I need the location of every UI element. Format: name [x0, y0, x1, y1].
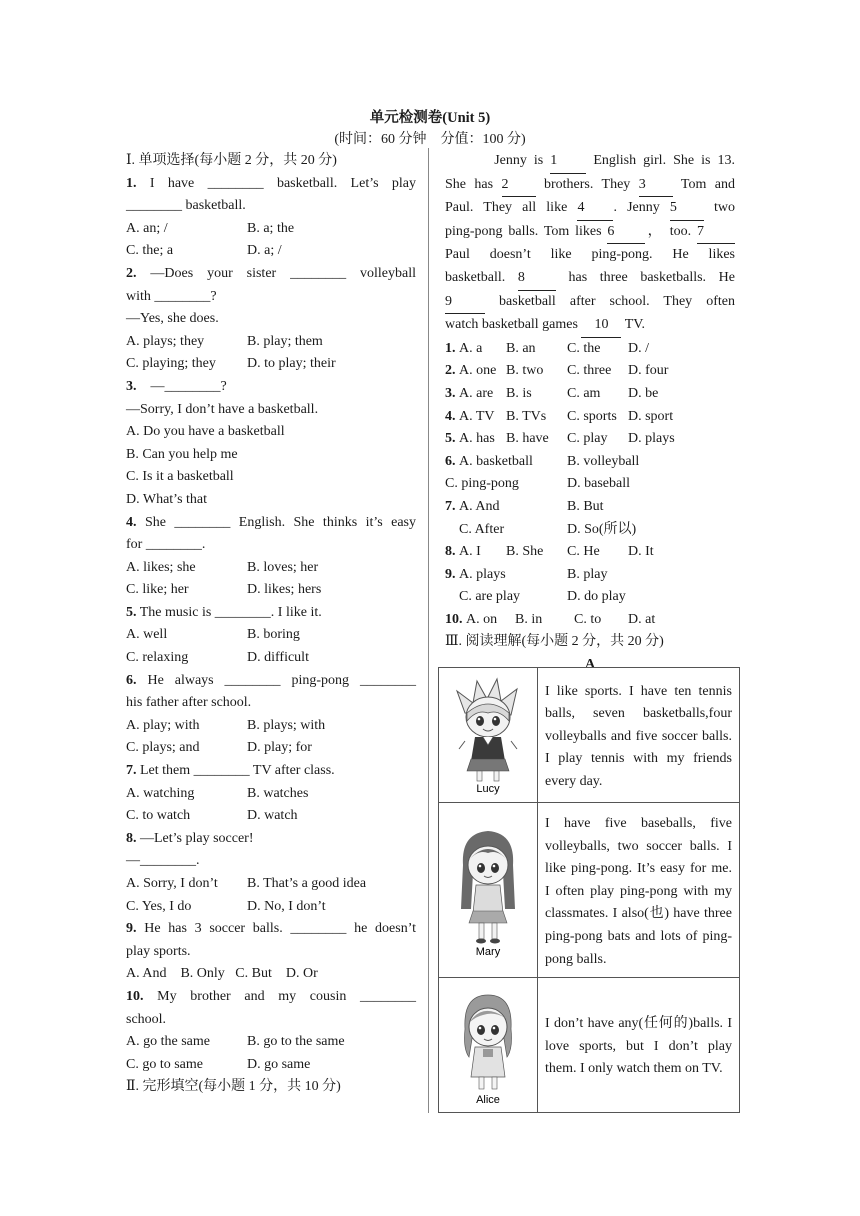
- q6-options-ab: A. play; with B. plays; with: [126, 717, 326, 733]
- q4-options-ab: A. likes; she B. loves; her: [126, 559, 319, 575]
- q7-options-cd: C. to watch D. watch: [126, 808, 298, 824]
- q9-options: A. And B. Only C. But D. Or: [126, 966, 318, 982]
- q3-option-a: A. Do you have a basketball: [126, 424, 285, 440]
- q5-options-cd: C. relaxing D. difficult: [126, 650, 309, 666]
- cloze-line-7: 9 basketball after school. They often: [445, 291, 735, 315]
- cloze-line-3: Paul. They all like 4 . Jenny 5 two: [445, 197, 735, 221]
- lucy-text: I like sports. I have ten tennis balls, seven basketballs,four volleyballs and five soccer balls. I play tennis with my friends every day.: [538, 668, 740, 803]
- q6-line1: 6. He always ________ ping-pong ________: [126, 672, 416, 688]
- cloze-line-4: ping-pong balls. Tom likes 6 ， too. 7: [445, 221, 735, 245]
- q8-options-ab: A. Sorry, I don’t B. That’s a good idea: [126, 876, 367, 891]
- cloze-q5-options: 5. A. has B. have C. play D. plays: [445, 431, 675, 447]
- q5-options-ab: A. well B. boring: [126, 627, 300, 643]
- q10-line2: school.: [126, 1011, 167, 1027]
- cloze-q6-options-cd: C. ping-pong D. baseball: [445, 476, 630, 492]
- cloze-q4-options: 4. A. TV B. TVs C. sports D. sport: [445, 408, 674, 424]
- cloze-line-5: Paul doesn’t like ping-pong. He likes: [445, 247, 735, 263]
- section-3-heading: Ⅲ. 阅读理解(每小题 2 分，共 20 分): [445, 634, 664, 650]
- exam-info: (时间：60 分钟 分值：100 分): [334, 132, 526, 147]
- cloze-line-6: basketball. 8 has three basketballs. He: [445, 267, 735, 291]
- mary-portrait: [439, 803, 538, 978]
- alice-portrait: [439, 978, 538, 1113]
- cloze-q9-options-cd: C. are play D. do play: [459, 589, 626, 605]
- q3-option-d: D. What’s that: [126, 491, 208, 507]
- lucy-portrait: [439, 668, 538, 803]
- section-1-heading: Ⅰ. 单项选择(每小题 2 分，共 20 分): [126, 153, 337, 168]
- girl-illustration-alice: [443, 979, 533, 1107]
- right-column: [445, 150, 735, 677]
- q2-line2: with ________?: [126, 288, 217, 304]
- alice-text: I don’t have any(任何的)balls. I love sports, but I don’t play them. I only watch them on TV.: [538, 978, 740, 1113]
- cloze-q9-options-ab: 9. A. plays B. play: [445, 566, 608, 582]
- q2-line1: 2. —Does your sister ________ volleyball: [126, 265, 416, 281]
- q3-line2: —Sorry, I don’t have a basketball.: [126, 401, 319, 417]
- table-row: [439, 803, 740, 978]
- q2-options-ab: A. plays; they B. play; them: [126, 333, 323, 349]
- q1-line1: 1. I have ________ basketball. Let’s play: [126, 175, 416, 191]
- mary-name-label: Mary: [475, 945, 501, 958]
- q3-line1: 3. —________?: [126, 378, 227, 394]
- q10-line1: 10. My brother and my cousin ________: [126, 988, 417, 1004]
- q9-line2: play sports.: [126, 943, 191, 959]
- cloze-q6-options-ab: 6. A. basketball B. volleyball: [445, 453, 640, 469]
- cloze-q7-options-ab: 7. A. And B. But: [445, 498, 604, 514]
- q7-options-ab: A. watching B. watches: [126, 785, 309, 801]
- cloze-line-8: watch basketball games 10 TV.: [445, 314, 735, 338]
- q4-options-cd: C. like; her D. likes; hers: [126, 582, 322, 598]
- q1-line2: ________ basketball.: [126, 198, 246, 214]
- q4-line1: 4. She ________ English. She thinks it’s easy: [126, 514, 417, 530]
- reading-part-label: A: [584, 657, 596, 673]
- q10-options-ab: A. go the same B. go to the same: [126, 1034, 345, 1050]
- cloze-line-2: She has 2 brothers. They 3 Tom and: [445, 174, 735, 198]
- mary-text: I have five baseballs, five volleyballs, two soccer balls. I like ping-pong. It’s easy for me. I often play ping-pong with my classmates. I also(也) have three ping-pong bats and lots of ping-pong balls.: [538, 803, 740, 978]
- page-title: 单元检测卷(Unit 5): [369, 110, 491, 126]
- table-row: [439, 668, 740, 803]
- q4-line2: for ________.: [126, 537, 206, 553]
- lucy-name-label: Lucy: [476, 782, 500, 795]
- q6-options-cd: C. plays; and D. play; for: [126, 740, 312, 756]
- q3-option-b: B. Can you help me: [126, 446, 238, 462]
- column-divider: [428, 148, 429, 1113]
- left-column: [126, 150, 416, 1099]
- q5-line1: 5. The music is ________. I like it.: [126, 604, 322, 620]
- q2-line3: —Yes, she does.: [126, 311, 219, 327]
- q6-line2: his father after school.: [126, 695, 252, 711]
- q8-line2: —________.: [126, 853, 200, 869]
- q8-options-cd: C. Yes, I do D. No, I don’t: [126, 898, 326, 914]
- q2-options-cd: C. playing; they D. to play; their: [126, 356, 336, 372]
- girl-illustration-mary: [443, 813, 533, 963]
- reading-table: [438, 667, 740, 1113]
- cloze-q2-options: 2. A. one B. two C. three D. four: [445, 363, 669, 379]
- cloze-q7-options-cd: C. After D. So(所以): [459, 521, 637, 537]
- girl-illustration-lucy: [443, 669, 533, 797]
- cloze-q3-options: 3. A. are B. is C. am D. be: [445, 385, 659, 401]
- cloze-line-1: Jenny is 1 English girl. She is 13.: [445, 150, 735, 174]
- alice-name-label: Alice: [476, 1093, 500, 1106]
- q1-options-ab: A. an; / B. a; the: [126, 220, 295, 236]
- q3-option-c: C. Is it a basketball: [126, 469, 234, 485]
- section-2-heading: Ⅱ. 完形填空(每小题 1 分，共 10 分): [126, 1079, 341, 1095]
- cloze-q1-options: 1. A. a B. an C. the D. /: [445, 340, 649, 356]
- q8-line1: 8. —Let’s play soccer!: [126, 830, 254, 846]
- q10-options-cd: C. go to same D. go same: [126, 1056, 311, 1072]
- cloze-q10-options: 10. A. on B. in C. to D. at: [445, 611, 656, 627]
- table-row: [439, 978, 740, 1113]
- q9-line1: 9. He has 3 soccer balls. ________ he doesn’t: [126, 921, 417, 937]
- q7-line1: 7. Let them ________ TV after class.: [126, 763, 335, 779]
- q1-options-cd: C. the; a D. a; /: [126, 243, 282, 259]
- cloze-q8-options: 8. A. I B. She C. He D. It: [445, 544, 654, 560]
